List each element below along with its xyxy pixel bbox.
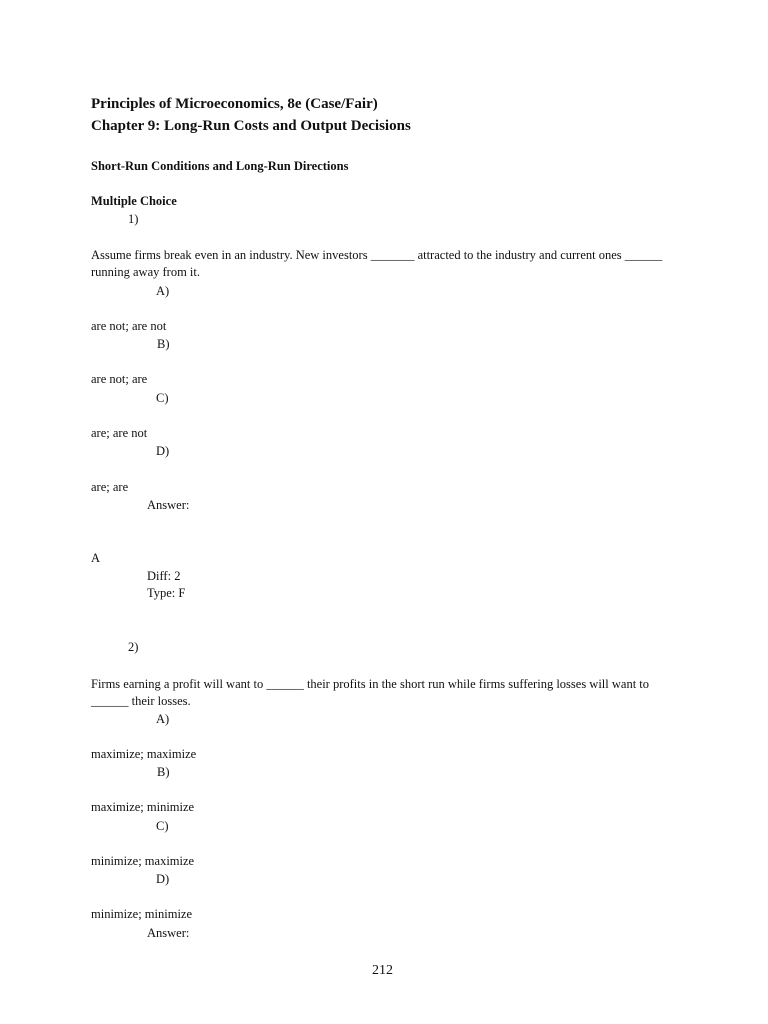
- book-title: Principles of Microeconomics, 8e (Case/Fair): [91, 96, 378, 112]
- question-text: Firms earning a profit will want to ______ their profits in the short run while firms suffering losses will want to ______ their losses.: [91, 677, 650, 708]
- question-number: 1): [128, 212, 139, 226]
- question-number: 2): [128, 640, 139, 654]
- option-letter: A): [156, 712, 170, 726]
- question-text: Assume firms break even in an industry. New investors _______ attracted to the industry and current ones ______ running away from it.: [91, 248, 663, 279]
- option-text: maximize; maximize: [91, 747, 197, 761]
- difficulty-label: Diff: 2: [147, 569, 181, 583]
- option-text: are not; are: [91, 372, 148, 386]
- answer-value: A: [91, 551, 101, 565]
- option-text: are not; are not: [91, 319, 167, 333]
- option-letter: B): [157, 765, 170, 779]
- option-letter: C): [156, 819, 169, 833]
- option-text: maximize; minimize: [91, 800, 195, 814]
- option-letter: D): [156, 444, 170, 458]
- chapter-title: Chapter 9: Long-Run Costs and Output Decisions: [91, 118, 411, 134]
- option-letter: C): [156, 391, 169, 405]
- section-title: Short-Run Conditions and Long-Run Directions: [91, 159, 349, 173]
- option-letter: A): [156, 284, 170, 298]
- answer-label: Answer:: [147, 926, 190, 940]
- option-text: minimize; maximize: [91, 854, 195, 868]
- answer-label: Answer:: [147, 498, 190, 512]
- type-label: Type: F: [147, 586, 186, 600]
- option-text: minimize; minimize: [91, 907, 193, 921]
- page-number: 212: [372, 963, 393, 978]
- option-text: are; are: [91, 480, 129, 494]
- option-letter: D): [156, 872, 170, 886]
- option-text: are; are not: [91, 426, 148, 440]
- option-letter: B): [157, 337, 170, 351]
- question-type-heading: Multiple Choice: [91, 194, 177, 208]
